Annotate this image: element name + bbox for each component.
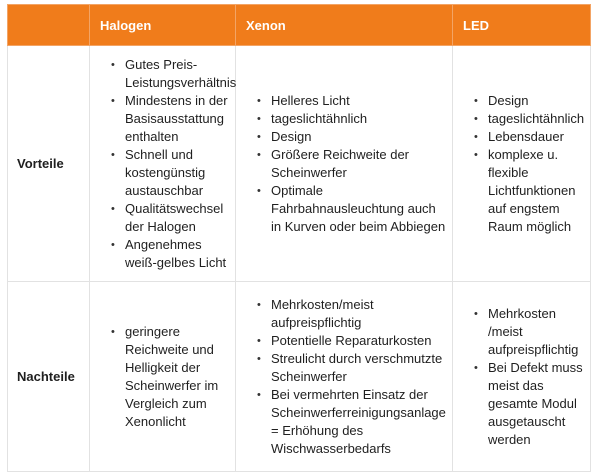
list-item: • Schnell und kostengünstig austauschbar — [111, 146, 229, 200]
bullet-list — [90, 56, 235, 272]
list-item: • tageslichtähnlich — [257, 110, 446, 128]
list-item: • Bei Defekt muss meist das gesamte Modul ausgetauscht werden — [474, 359, 584, 449]
bullet-list — [236, 92, 452, 236]
list-item: • Streulicht durch verschmutzte Scheinwerfer — [257, 350, 446, 386]
list-item: • Größere Reichweite der Scheinwerfer — [257, 146, 446, 182]
header-row — [8, 5, 591, 46]
list-item: • komplexe u. flexible Lichtfunktionen auf engstem Raum möglich — [474, 146, 584, 236]
cell-nachteile-xenon — [236, 282, 453, 472]
bullet-list — [453, 92, 590, 236]
list-item: • geringere Reichweite und Helligkeit der Scheinwerfer im Vergleich zum Xenonlicht — [111, 323, 229, 431]
row-nachteile — [8, 282, 591, 472]
list-item: • Mehrkosten /meist aufpreispflichtig — [474, 305, 584, 359]
list-item: • Qualitätswechsel der Halogen — [111, 200, 229, 236]
comparison-table — [7, 4, 591, 472]
row-label-vorteile: Vorteile — [8, 46, 90, 282]
bullet-list — [236, 296, 452, 458]
header-cell-led: LED — [453, 5, 591, 46]
list-item: • tageslichtähnlich — [474, 110, 584, 128]
list-item: • Angenehmes weiß-gelbes Licht — [111, 236, 229, 272]
cell-nachteile-halogen — [90, 282, 236, 472]
header-cell-halogen: Halogen — [90, 5, 236, 46]
list-item: • Gutes Preis-Leistungsverhältnis — [111, 56, 229, 92]
row-label-nachteile: Nachteile — [8, 282, 90, 472]
list-item: • Mehrkosten/meist aufpreispflichtig — [257, 296, 446, 332]
list-item: • Bei vermehrten Einsatz der Scheinwerferreinigungsanlage = Erhöhung des Wischwasserbedarfs — [257, 386, 446, 458]
cell-vorteile-xenon — [236, 46, 453, 282]
cell-nachteile-led — [453, 282, 591, 472]
list-item: • Lebensdauer — [474, 128, 584, 146]
bullet-list — [90, 323, 235, 431]
list-item: • Helleres Licht — [257, 92, 446, 110]
row-vorteile — [8, 46, 591, 282]
cell-vorteile-led — [453, 46, 591, 282]
cell-vorteile-halogen — [90, 46, 236, 282]
list-item: • Mindestens in der Basisausstattung enthalten — [111, 92, 229, 146]
list-item: • Potentielle Reparaturkosten — [257, 332, 446, 350]
list-item: • Design — [474, 92, 584, 110]
bullet-list — [453, 305, 590, 449]
list-item: • Optimale Fahrbahnausleuchtung auch in Kurven oder beim Abbiegen — [257, 182, 446, 236]
header-cell-xenon: Xenon — [236, 5, 453, 46]
list-item: • Design — [257, 128, 446, 146]
header-cell-empty — [8, 5, 90, 46]
